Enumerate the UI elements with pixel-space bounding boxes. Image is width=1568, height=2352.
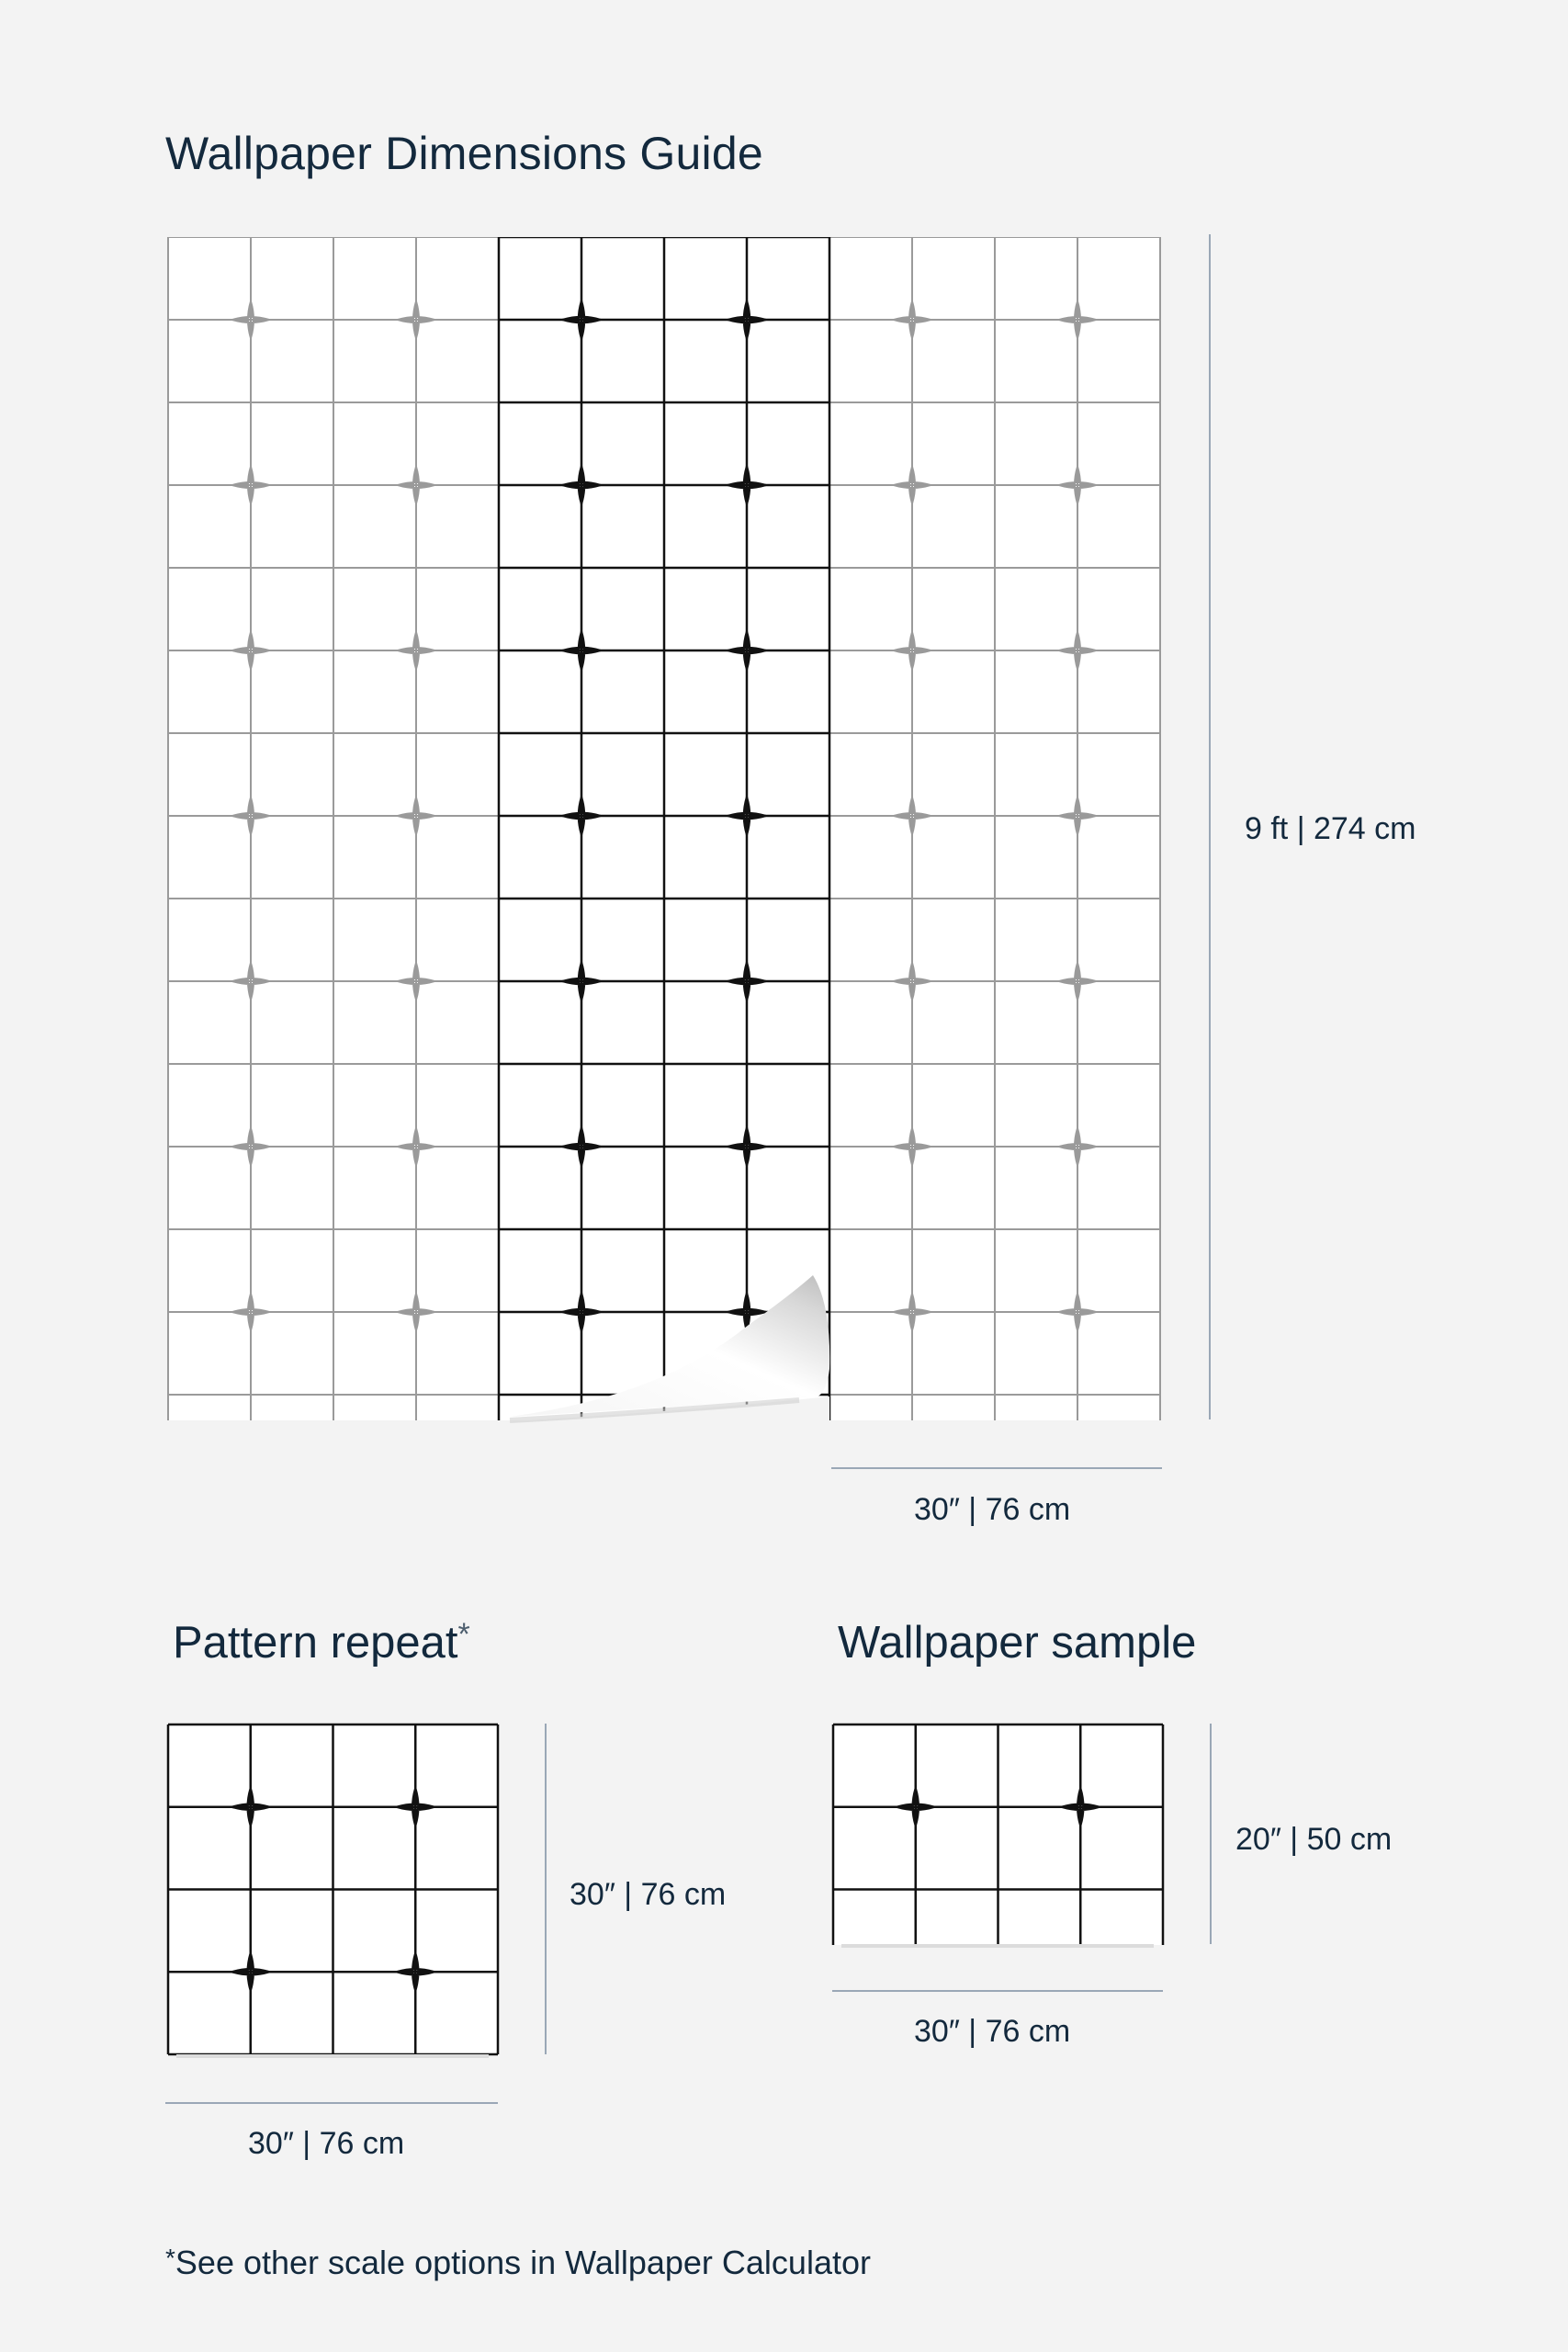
tile-shadow: [176, 2054, 489, 2058]
wallpaper-sample-heading: Wallpaper sample: [838, 1618, 1197, 1668]
footnote-asterisk: *: [165, 2244, 175, 2272]
width-dimension-label: 30″ | 76 cm: [914, 1492, 1071, 1527]
height-dimension-line: [1209, 234, 1211, 1419]
pattern-repeat-height-label: 30″ | 76 cm: [570, 1877, 727, 1912]
pattern-repeat-tile: [167, 1724, 500, 2056]
tile-shadow: [841, 1944, 1154, 1948]
sample-width-label: 30″ | 76 cm: [914, 2014, 1071, 2049]
height-dimension-label: 9 ft | 274 cm: [1245, 811, 1416, 846]
sample-width-line: [832, 1990, 1163, 1992]
sample-height-line: [1210, 1724, 1212, 1944]
pattern-repeat-heading: [173, 1617, 470, 1668]
wallpaper-sample-tile: [832, 1724, 1165, 1946]
wallpaper-panels: [168, 237, 1160, 1448]
pattern-repeat-asterisk: *: [457, 1617, 470, 1652]
sample-height-label: 20″ | 50 cm: [1235, 1822, 1393, 1857]
pattern-repeat-width-line: [165, 2102, 498, 2104]
pattern-repeat-heading-text: Pattern repeat: [173, 1618, 458, 1668]
pattern-repeat-height-line: [545, 1724, 547, 2054]
footnote-text: See other scale options in Wallpaper Calculator: [175, 2244, 871, 2281]
width-dimension-line: [831, 1467, 1162, 1469]
sample-grid: [833, 1724, 1163, 1945]
pattern-repeat-width-label: 30″ | 76 cm: [248, 2126, 405, 2161]
page-title: Wallpaper Dimensions Guide: [165, 128, 763, 179]
footnote: [165, 2244, 871, 2282]
